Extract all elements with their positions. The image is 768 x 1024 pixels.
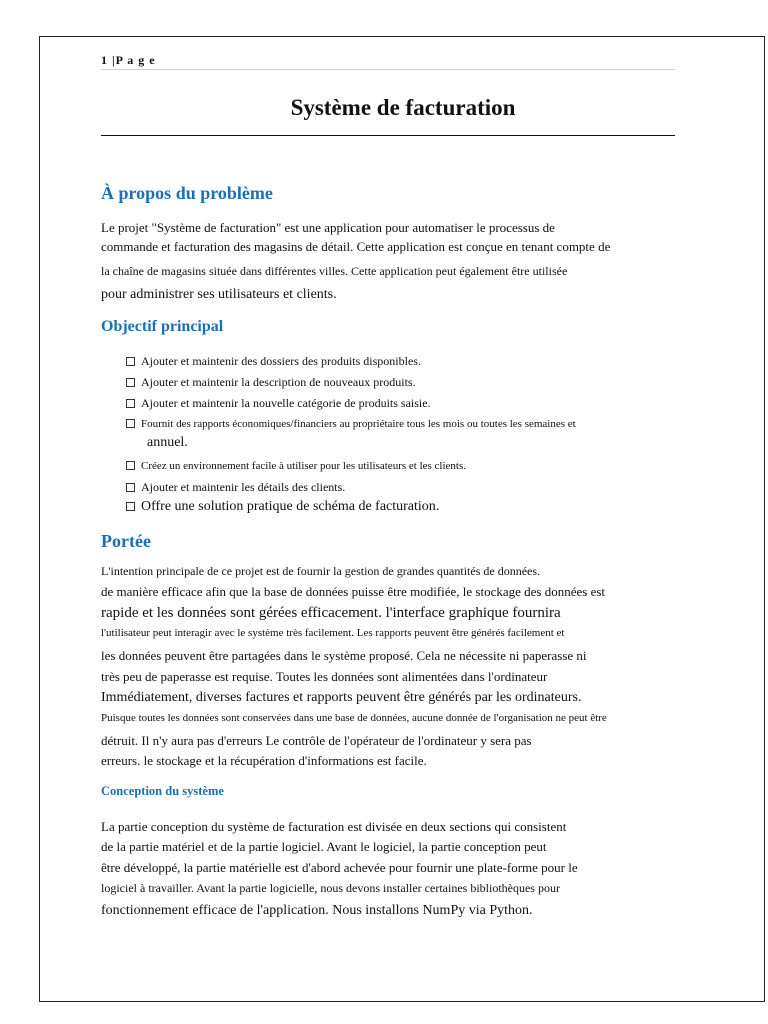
page-number: 1 |P a g e [101,53,156,67]
objective-item: Ajouter et maintenir la description de nouveaux produits. [126,375,416,390]
design-line: fonctionnement efficace de l'application. Nous installons NumPy via Python. [101,903,533,918]
design-line: La partie conception du système de facturation est divisée en deux sections qui consistent [101,819,567,834]
design-line: de la partie matériel et de la partie logiciel. Avant le logiciel, la partie conception peut [101,839,547,854]
checkbox-icon [126,357,135,366]
checkbox-icon [126,483,135,492]
objective-item: Ajouter et maintenir les détails des clients. [126,480,345,495]
about-line: la chaîne de magasins située dans différentes villes. Cette application peut également être utilisée [101,264,568,278]
about-line: pour administrer ses utilisateurs et clients. [101,287,337,302]
title-rule [101,135,675,136]
scope-line: Puisque toutes les données sont conservées dans une base de données, aucune donnée de l'organisation ne peut être [101,712,607,724]
checkbox-icon [126,378,135,387]
scope-line: de manière efficace afin que la base de données puisse être modifiée, le stockage des données est [101,584,606,599]
objective-item: Ajouter et maintenir des dossiers des produits disponibles. [126,354,421,369]
checkbox-icon [126,419,135,428]
scope-heading: Portée [101,531,151,551]
checkbox-icon [126,399,135,408]
objective-item: Créez un environnement facile à utiliser pour les utilisateurs et les clients. [126,460,466,472]
objective-item: Fournit des rapports économiques/financiers au propriétaire tous les mois ou toutes les semaines et [126,418,576,430]
about-heading: À propos du problème [101,183,273,203]
scope-line: l'utilisateur peut interagir avec le système très facilement. Les rapports peuvent être générés facilement et [101,627,565,639]
checkbox-icon [126,502,135,511]
design-line: être développé, la partie matérielle est d'abord achevée pour fournir une plate-forme pour le [101,860,578,875]
objective-item: Ajouter et maintenir la nouvelle catégorie de produits saisie. [126,396,431,411]
objective-item: Offre une solution pratique de schéma de facturation. [126,499,439,515]
scope-line: rapide et les données sont gérées efficacement. l'interface graphique fournira [101,605,561,621]
design-heading: Conception du système [101,784,224,798]
scope-line: erreurs. le stockage et la récupération d'informations est facile. [101,753,427,768]
about-line: commande et facturation des magasins de détail. Cette application est conçue en tenant compte de [101,239,611,254]
scope-line: détruit. Il n'y aura pas d'erreurs Le contrôle de l'opérateur de l'ordinateur y sera pas [101,733,532,748]
header-rule [101,69,675,70]
about-line: Le projet "Système de facturation" est une application pour automatiser le processus de [101,220,555,235]
scope-line: L'intention principale de ce projet est de fournir la gestion de grandes quantités de données. [101,564,541,578]
scope-line: très peu de paperasse est requise. Toutes les données sont alimentées dans l'ordinateur [101,669,548,684]
document-page [39,36,765,1002]
objective-item-continuation: annuel. [147,435,188,450]
document-title: Système de facturation [290,95,516,120]
checkbox-icon [126,461,135,470]
objective-heading: Objectif principal [101,318,224,335]
design-line: logiciel à travailler. Avant la partie logicielle, nous devons installer certaines bibliothèques pour [101,881,560,895]
scope-line: les données peuvent être partagées dans le système proposé. Cela ne nécessite ni paperasse ni [101,648,587,663]
scope-line: Immédiatement, diverses factures et rapports peuvent être générés par les ordinateurs. [101,690,582,705]
